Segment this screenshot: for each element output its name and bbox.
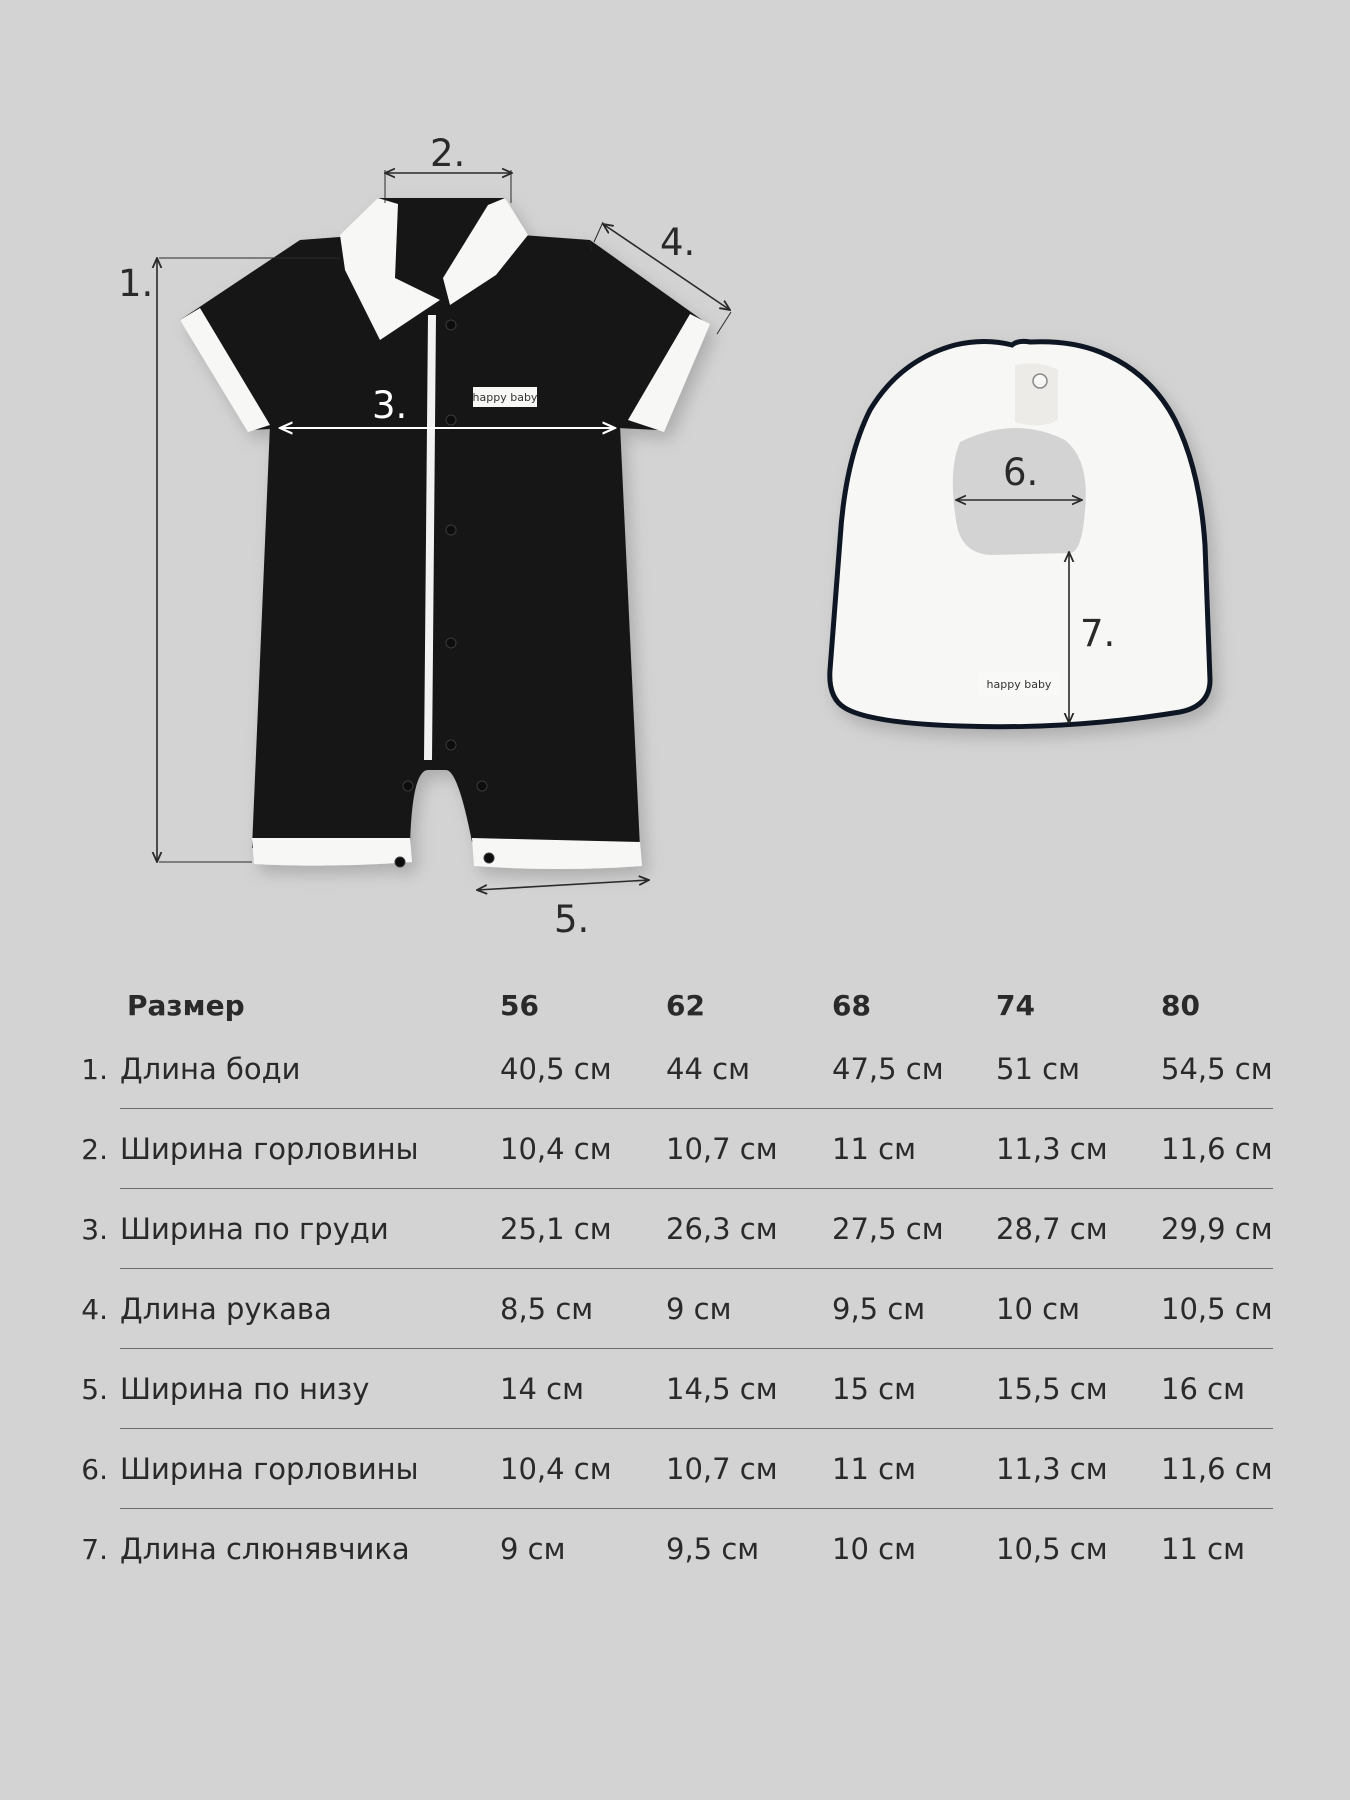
bib-illustration bbox=[830, 341, 1210, 726]
table-cell: 15,5 см bbox=[996, 1372, 1108, 1406]
table-cell: 14 см bbox=[500, 1372, 584, 1406]
marker-2: 2. bbox=[430, 132, 466, 175]
table-cell: 47,5 см bbox=[832, 1052, 944, 1086]
marker-6: 6. bbox=[1003, 451, 1039, 494]
table-cell: 26,3 см bbox=[666, 1212, 778, 1246]
table-cell: 25,1 см bbox=[500, 1212, 612, 1246]
header-size-56: 56 bbox=[500, 989, 539, 1022]
table-cell: 11,6 см bbox=[1161, 1452, 1273, 1486]
table-cell: 54,5 см bbox=[1161, 1052, 1273, 1086]
marker-7: 7. bbox=[1080, 612, 1116, 655]
table-cell: 15 см bbox=[832, 1372, 916, 1406]
header-size-80: 80 bbox=[1161, 989, 1200, 1022]
bib-brand-tag: happy baby bbox=[986, 678, 1052, 691]
row-label: Ширина горловины bbox=[120, 1132, 419, 1166]
table-cell: 9 см bbox=[500, 1532, 566, 1566]
table-cell: 11 см bbox=[1161, 1532, 1245, 1566]
romper-illustration bbox=[180, 198, 710, 869]
table-cell: 9,5 см bbox=[832, 1292, 926, 1326]
row-number: 2. bbox=[81, 1132, 108, 1166]
table-cell: 11,3 см bbox=[996, 1132, 1108, 1166]
header-size-label: Размер bbox=[127, 989, 245, 1022]
row-number: 3. bbox=[81, 1212, 108, 1246]
header-size-74: 74 bbox=[996, 989, 1035, 1022]
table-cell: 28,7 см bbox=[996, 1212, 1108, 1246]
table-cell: 8,5 см bbox=[500, 1292, 594, 1326]
row-label: Длина рукава bbox=[120, 1292, 332, 1326]
header-size-68: 68 bbox=[832, 989, 871, 1022]
row-label: Длина слюнявчика bbox=[120, 1532, 410, 1566]
size-table bbox=[0, 975, 1350, 1589]
marker-4: 4. bbox=[660, 221, 696, 264]
romper-brand-tag: happy baby bbox=[472, 391, 538, 404]
table-cell: 10,5 см bbox=[1161, 1292, 1273, 1326]
row-number: 7. bbox=[81, 1532, 108, 1566]
table-row bbox=[0, 1109, 1350, 1189]
table-cell: 40,5 см bbox=[500, 1052, 612, 1086]
table-cell: 11 см bbox=[832, 1132, 916, 1166]
table-header-row bbox=[0, 975, 1350, 1029]
table-cell: 9,5 см bbox=[666, 1532, 760, 1566]
table-row bbox=[0, 1429, 1350, 1509]
table-cell: 10,7 см bbox=[666, 1452, 778, 1486]
table-row bbox=[0, 1029, 1350, 1109]
table-cell: 10,4 см bbox=[500, 1452, 612, 1486]
row-label: Длина боди bbox=[120, 1052, 301, 1086]
table-cell: 29,9 см bbox=[1161, 1212, 1273, 1246]
row-label: Ширина по низу bbox=[120, 1372, 370, 1406]
table-row bbox=[0, 1509, 1350, 1589]
header-size-62: 62 bbox=[666, 989, 705, 1022]
table-row bbox=[0, 1269, 1350, 1349]
table-cell: 10,7 см bbox=[666, 1132, 778, 1166]
marker-3: 3. bbox=[372, 384, 408, 427]
table-cell: 10,4 см bbox=[500, 1132, 612, 1166]
table-cell: 10,5 см bbox=[996, 1532, 1108, 1566]
table-cell: 11,3 см bbox=[996, 1452, 1108, 1486]
table-cell: 9 см bbox=[666, 1292, 732, 1326]
row-number: 4. bbox=[81, 1292, 108, 1326]
row-number: 5. bbox=[81, 1372, 108, 1406]
table-cell: 51 см bbox=[996, 1052, 1080, 1086]
row-label: Ширина горловины bbox=[120, 1452, 419, 1486]
table-cell: 14,5 см bbox=[666, 1372, 778, 1406]
row-number: 6. bbox=[81, 1452, 108, 1486]
marker-5: 5. bbox=[554, 898, 590, 941]
table-cell: 44 см bbox=[666, 1052, 750, 1086]
table-cell: 16 см bbox=[1161, 1372, 1245, 1406]
table-row bbox=[0, 1189, 1350, 1269]
marker-1: 1. bbox=[118, 262, 154, 305]
row-number: 1. bbox=[81, 1052, 108, 1086]
table-row bbox=[0, 1349, 1350, 1429]
table-cell: 11,6 см bbox=[1161, 1132, 1273, 1166]
row-label: Ширина по груди bbox=[120, 1212, 389, 1246]
table-cell: 10 см bbox=[996, 1292, 1080, 1326]
table-cell: 11 см bbox=[832, 1452, 916, 1486]
table-cell: 27,5 см bbox=[832, 1212, 944, 1246]
table-cell: 10 см bbox=[832, 1532, 916, 1566]
